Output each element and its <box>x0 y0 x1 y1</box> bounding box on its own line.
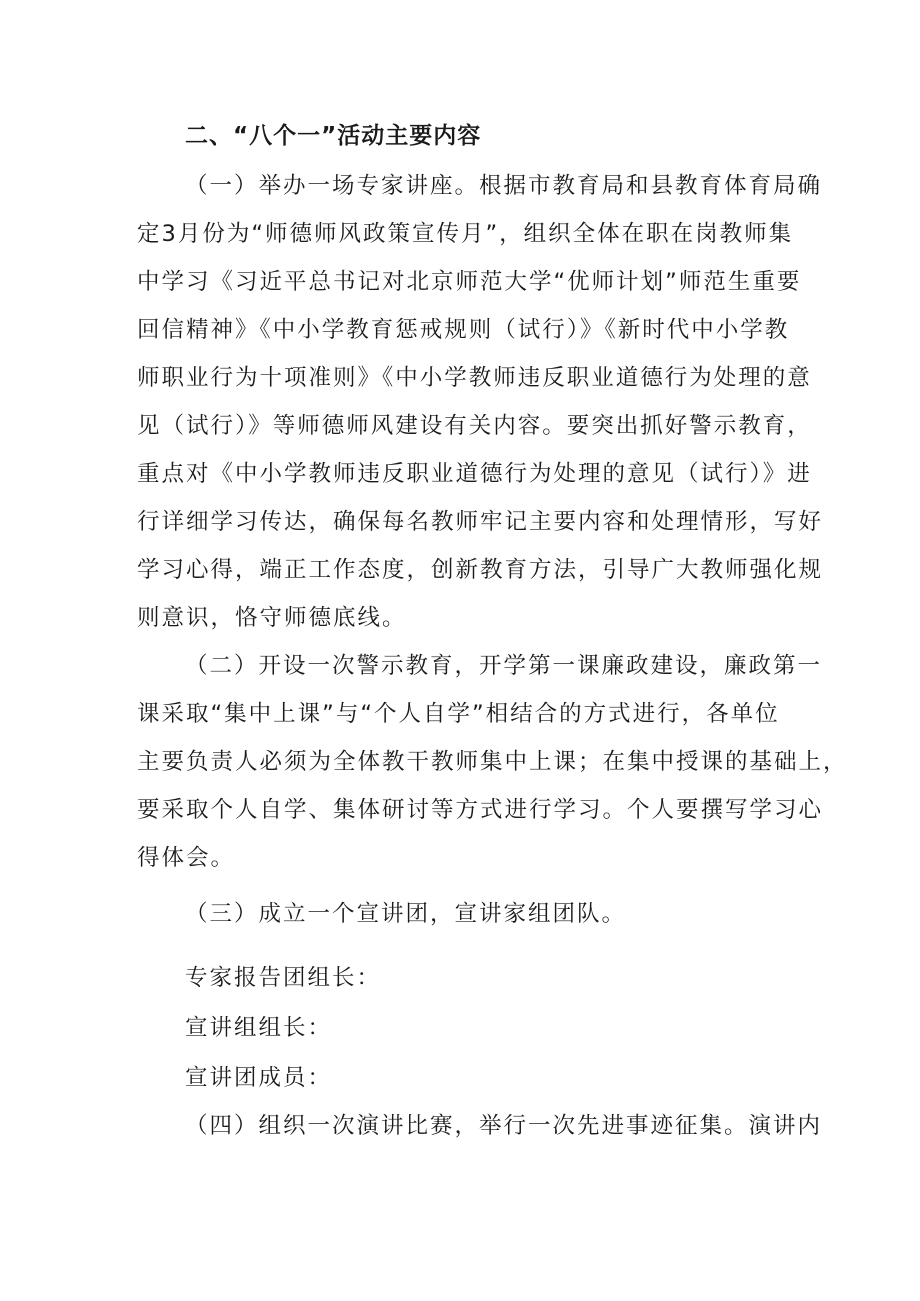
section3-line: （三）成立一个宣讲团，宣讲家组团队。 <box>185 901 627 927</box>
section4-line-1: （四）组织一次演讲比赛，举行一次先进事迹征集。演讲内 <box>185 1113 823 1139</box>
section1-line-6: 见（试行）》等师德师风建设有关内容。要突出抓好警示教育， <box>137 413 812 439</box>
section1-line-5: 师职业行为十项准则》《中小学教师违反职业道德行为处理的意 <box>137 365 812 391</box>
section1-line-9: 学习心得，端正工作态度，创新教育方法，引导广大教师强化规 <box>137 557 824 583</box>
section1-line-2: 定3月份为“师德师风政策宣传月”，组织全体在职在岗教师集 <box>137 221 794 247</box>
section2-line-4: 要采取个人自学、集体研讨等方式进行学习。个人要撰写学习心 <box>137 797 824 823</box>
section1-line-7: 重点对《中小学教师违反职业道德行为处理的意见（试行）》进 <box>137 461 812 487</box>
section1-line-8: 行详细学习传达，确保每名教师牢记主要内容和处理情形，写好 <box>137 509 824 535</box>
section2-line-2: 课采取“集中上课”与“个人自学”相结合的方式进行，各单位 <box>137 701 780 727</box>
section1-line-3: 中学习《习近平总书记对北京师范大学“优师计划”师范生重要 <box>137 269 802 295</box>
section1-line-10: 则意识，恪守师德底线。 <box>137 605 407 631</box>
section1-line-4: 回信精神》《中小学教育惩戒规则（试行）》《新时代中小学教 <box>137 317 790 343</box>
section2-line-1: （二）开设一次警示教育，开学第一课廉政建设，廉政第一 <box>185 653 823 679</box>
section2-line-5: 得体会。 <box>137 845 236 871</box>
section2-line-3: 主要负责人必须为全体教干教师集中上课；在集中授课的基础上， <box>137 749 848 775</box>
section-heading: 二、“八个一”活动主要内容 <box>185 123 482 149</box>
role-expert-leader: 专家报告团组长： <box>185 965 382 991</box>
role-group-leader: 宣讲组组长： <box>185 1015 333 1041</box>
section1-line-1: （一）举办一场专家讲座。根据市教育局和县教育体育局确 <box>185 173 823 199</box>
role-members: 宣讲团成员： <box>185 1065 333 1091</box>
